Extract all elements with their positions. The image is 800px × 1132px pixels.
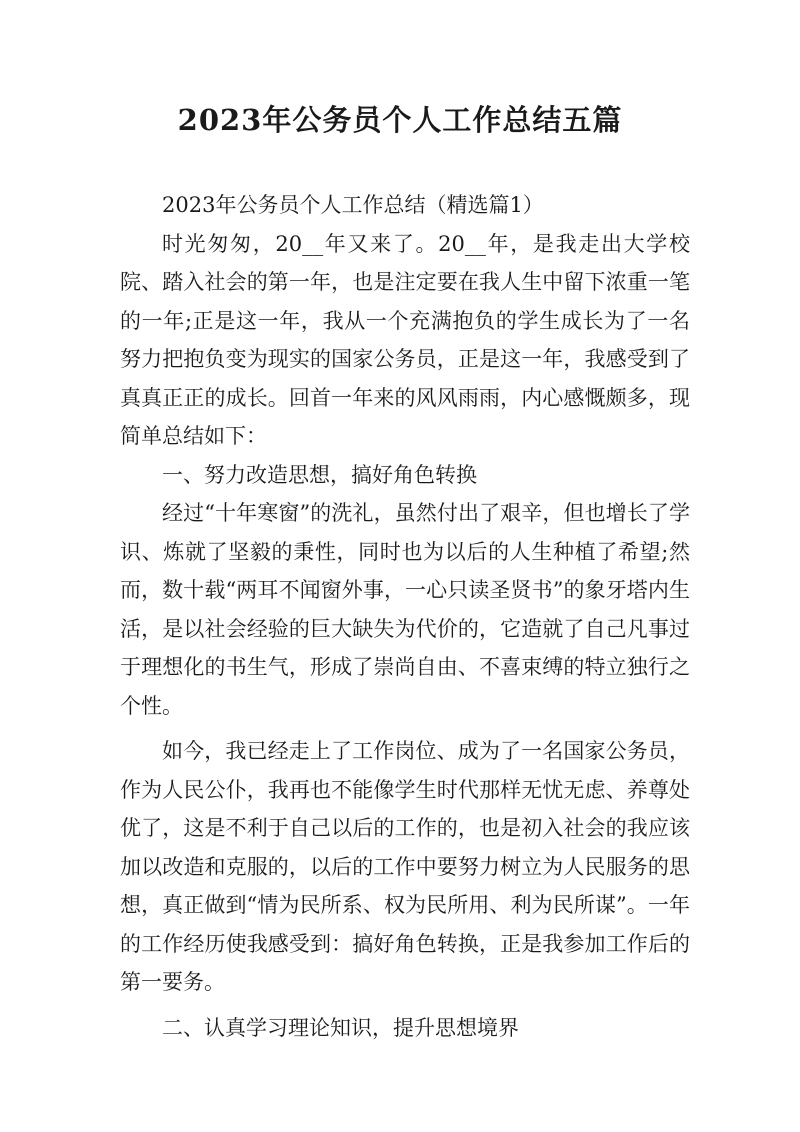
document-body	[120, 186, 690, 1047]
subheading-1: 一、努力改造思想，搞好角色转换	[162, 462, 477, 487]
document-title: 2023年公务员个人工作总结五篇	[177, 103, 623, 137]
section-title: 2023年公务员个人工作总结（精选篇1）	[162, 193, 544, 217]
paragraph-intro: 时光匆匆，20__年又来了。20__年，是我走出大学校院、踏入社会的第一年，也是注定要在我人生中留下浓重一笔的一年;正是这一年，我从一个充满抱负的学生成长为了一名努力把抱负变为现实的国家公务员，正是这一年，我感受到了真真正正的成长。回首一年来的风风雨雨，内心感慨颇多，现简单总结如下：	[120, 231, 690, 448]
subheading-2: 二、认真学习理论知识，提升思想境界	[162, 1015, 519, 1040]
paragraph-3: 如今，我已经走上了工作岗位、成为了一名国家公务员，作为人民公仆，我再也不能像学生时代那样无忧无虑、养尊处优了，这是不利于自己以后的工作的，也是初入社会的我应该加以改造和克服的，以后的工作中要努力树立为人民服务的思想，真正做到“情为民所系、权为民所用、利为民所谋”。一年的工作经历使我感受到：搞好角色转换，正是我参加工作后的第一要务。	[120, 739, 690, 994]
paragraph-2: 经过“十年寒窗”的洗礼，虽然付出了艰辛，但也增长了学识、炼就了坚毅的秉性，同时也为以后的人生种植了希望;然而，数十载“两耳不闻窗外事，一心只读圣贤书”的象牙塔内生活，是以社会经验的巨大缺失为代价的，它造就了自己凡事过于理想化的书生气，形成了崇尚自由、不喜束缚的特立独行之个性。	[120, 501, 690, 718]
